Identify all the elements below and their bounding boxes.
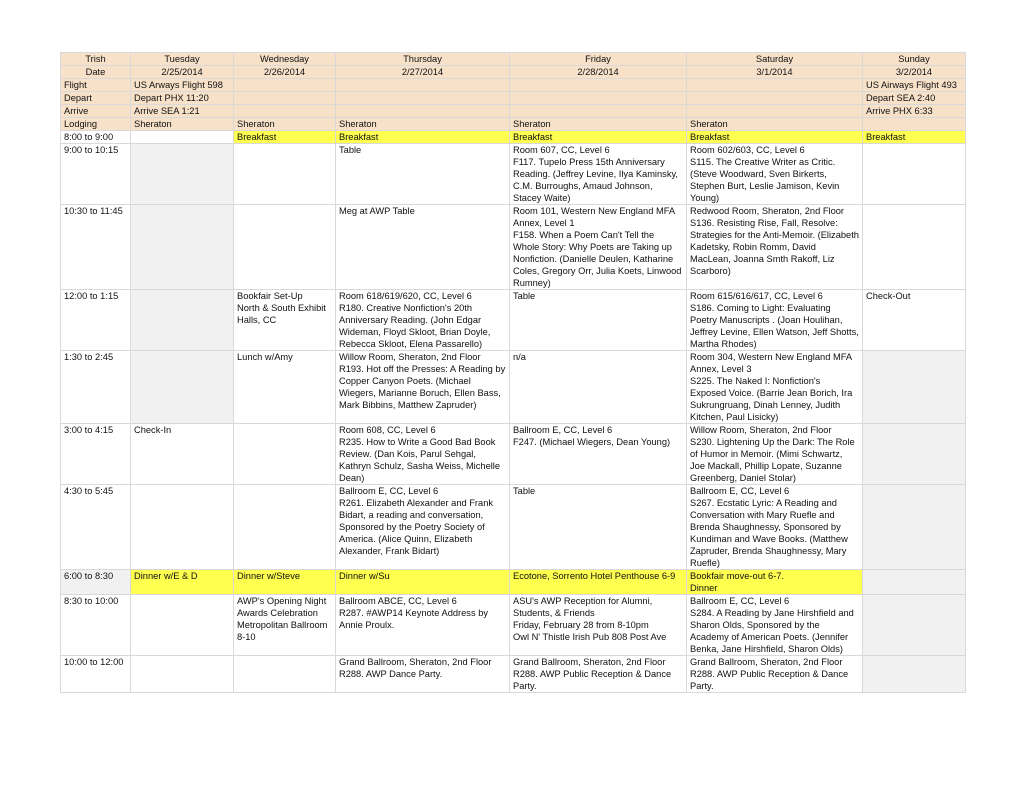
cell-friday[interactable]: Friday xyxy=(510,53,687,66)
cell-friday[interactable]: ASU's AWP Reception for Alumni, Students, & Friends Friday, February 28 from 8-10pm Owl N' Thistle Irish Pub 808 Post Ave xyxy=(510,595,687,656)
row-label[interactable]: Lodging xyxy=(61,118,131,131)
cell-sunday[interactable] xyxy=(863,118,966,131)
cell-sunday[interactable]: Breakfast xyxy=(863,131,966,144)
cell-sunday[interactable] xyxy=(863,205,966,290)
row-label[interactable]: 6:00 to 8:30 xyxy=(61,570,131,595)
cell-sunday[interactable] xyxy=(863,424,966,485)
cell-tuesday[interactable] xyxy=(131,595,234,656)
slot-1030 xyxy=(61,205,966,290)
cell-tuesday[interactable] xyxy=(131,485,234,570)
cell-tuesday[interactable]: Depart PHX 11:20 xyxy=(131,92,234,105)
cell-saturday[interactable]: Willow Room, Sheraton, 2nd Floor S230. Lightening Up the Dark: The Role of Humor in Memoir. (Mimi Schwartz, Joe Mackall, Phillip Lopate, Suzanne Greenberg, Daniel Stolar) xyxy=(687,424,863,485)
date-row xyxy=(61,66,966,79)
cell-friday[interactable]: Ballroom E, CC, Level 6 F247. (Michael Wiegers, Dean Young) xyxy=(510,424,687,485)
cell-sunday[interactable]: Arrive PHX 6:33 xyxy=(863,105,966,118)
cell-sunday[interactable] xyxy=(863,485,966,570)
cell-wednesday[interactable]: Breakfast xyxy=(234,131,336,144)
cell-tuesday[interactable] xyxy=(131,144,234,205)
row-label[interactable]: 8:00 to 9:00 xyxy=(61,131,131,144)
cell-sunday[interactable]: Depart SEA 2:40 xyxy=(863,92,966,105)
cell-thursday[interactable] xyxy=(336,79,510,92)
cell-saturday[interactable] xyxy=(687,79,863,92)
cell-sunday[interactable] xyxy=(863,656,966,693)
arrive-row xyxy=(61,105,966,118)
cell-thursday[interactable] xyxy=(336,92,510,105)
slot-0430 xyxy=(61,485,966,570)
cell-thursday[interactable]: Ballroom ABCE, CC, Level 6 R287. #AWP14 Keynote Address by Annie Proulx. xyxy=(336,595,510,656)
cell-friday[interactable]: 2/28/2014 xyxy=(510,66,687,79)
cell-thursday[interactable]: Meg at AWP Table xyxy=(336,205,510,290)
cell-tuesday[interactable]: Dinner w/E & D xyxy=(131,570,234,595)
cell-wednesday[interactable] xyxy=(234,79,336,92)
conference-schedule-table xyxy=(60,52,966,693)
cell-thursday[interactable]: 2/27/2014 xyxy=(336,66,510,79)
cell-wednesday[interactable] xyxy=(234,144,336,205)
cell-wednesday[interactable]: Wednesday xyxy=(234,53,336,66)
slot-0900 xyxy=(61,144,966,205)
row-label[interactable]: Trish xyxy=(61,53,131,66)
row-label[interactable]: 10:00 to 12:00 xyxy=(61,656,131,693)
cell-thursday[interactable]: Willow Room, Sheraton, 2nd Floor R193. Hot off the Presses: A Reading by Copper Canyon Poets. (Michael Wiegers, Marianne Boruch, Ellen Bass, Mark Bibbins, Matthew Zapruder) xyxy=(336,351,510,424)
cell-thursday[interactable]: Dinner w/Su xyxy=(336,570,510,595)
lodging-row xyxy=(61,118,966,131)
cell-wednesday[interactable] xyxy=(234,92,336,105)
row-label[interactable]: Date xyxy=(61,66,131,79)
cell-friday[interactable]: Table xyxy=(510,485,687,570)
cell-wednesday[interactable] xyxy=(234,205,336,290)
cell-saturday[interactable]: Room 615/616/617, CC, Level 6 S186. Coming to Light: Evaluating Poetry Manuscripts . (Joan Houlihan, Jeffrey Levine, Ellen Watson, Jeff Shotts, Martha Rhodes) xyxy=(687,290,863,351)
cell-sunday[interactable] xyxy=(863,570,966,595)
cell-tuesday[interactable]: Sheraton xyxy=(131,118,234,131)
cell-wednesday[interactable] xyxy=(234,485,336,570)
cell-tuesday[interactable] xyxy=(131,656,234,693)
row-label[interactable]: Depart xyxy=(61,92,131,105)
cell-friday[interactable]: Table xyxy=(510,290,687,351)
cell-friday[interactable] xyxy=(510,79,687,92)
depart-row xyxy=(61,92,966,105)
cell-thursday[interactable]: Thursday xyxy=(336,53,510,66)
cell-tuesday[interactable]: Tuesday xyxy=(131,53,234,66)
row-label[interactable]: 8:30 to 10:00 xyxy=(61,595,131,656)
row-label[interactable]: 12:00 to 1:15 xyxy=(61,290,131,351)
cell-saturday[interactable]: Room 602/603, CC, Level 6 S115. The Creative Writer as Critic. (Steve Woodward, Sven Birkerts, Stephen Burt, Leslie Jamison, Kevin Young) xyxy=(687,144,863,205)
cell-wednesday[interactable]: Dinner w/Steve xyxy=(234,570,336,595)
cell-saturday[interactable]: 3/1/2014 xyxy=(687,66,863,79)
cell-tuesday[interactable] xyxy=(131,290,234,351)
cell-friday[interactable] xyxy=(510,105,687,118)
cell-sunday[interactable] xyxy=(863,351,966,424)
cell-tuesday[interactable] xyxy=(131,131,234,144)
cell-saturday[interactable] xyxy=(687,105,863,118)
cell-wednesday[interactable]: 2/26/2014 xyxy=(234,66,336,79)
cell-wednesday[interactable] xyxy=(234,424,336,485)
cell-thursday[interactable]: Ballroom E, CC, Level 6 R261. Elizabeth Alexander and Frank Bidart, a reading and conversation, Sponsored by the Poetry Society of America. (Alice Quinn, Elizabeth Alexander, Frank Bidart) xyxy=(336,485,510,570)
cell-wednesday[interactable] xyxy=(234,656,336,693)
row-label[interactable]: 9:00 to 10:15 xyxy=(61,144,131,205)
cell-tuesday[interactable]: US Arways Flight 598 xyxy=(131,79,234,92)
cell-tuesday[interactable] xyxy=(131,351,234,424)
cell-friday[interactable]: Ecotone, Sorrento Hotel Penthouse 6-9 xyxy=(510,570,687,595)
schedule-body xyxy=(61,53,966,693)
cell-friday[interactable]: Sheraton xyxy=(510,118,687,131)
cell-sunday[interactable]: 3/2/2014 xyxy=(863,66,966,79)
slot-0130 xyxy=(61,351,966,424)
cell-thursday[interactable] xyxy=(336,105,510,118)
row-label[interactable]: Arrive xyxy=(61,105,131,118)
cell-tuesday[interactable] xyxy=(131,205,234,290)
cell-friday[interactable]: Grand Ballroom, Sheraton, 2nd Floor R288. AWP Public Reception & Dance Party. xyxy=(510,656,687,693)
cell-wednesday[interactable]: Lunch w/Amy xyxy=(234,351,336,424)
cell-thursday[interactable]: Room 618/619/620, CC, Level 6 R180. Creative Nonfiction's 20th Anniversary Reading. (John Edgar Wideman, Floyd Skloot, Brian Doyle, Rebecca Skloot, Elena Passarello) xyxy=(336,290,510,351)
cell-tuesday[interactable]: 2/25/2014 xyxy=(131,66,234,79)
row-label[interactable]: 4:30 to 5:45 xyxy=(61,485,131,570)
cell-tuesday[interactable]: Arrive SEA 1:21 xyxy=(131,105,234,118)
cell-sunday[interactable] xyxy=(863,595,966,656)
cell-wednesday[interactable] xyxy=(234,105,336,118)
cell-saturday[interactable]: Bookfair move-out 6-7. Dinner xyxy=(687,570,863,595)
slot-1200 xyxy=(61,290,966,351)
cell-saturday[interactable]: Redwood Room, Sheraton, 2nd Floor S136. Resisting Rise, Fall, Resolve: Strategies for the Anti-Memoir. (Elizabeth Kadetsky, Robin Romm, David MacLean, Joanna Smth Rakoff, Liz Scarboro) xyxy=(687,205,863,290)
slot-0300 xyxy=(61,424,966,485)
cell-sunday[interactable] xyxy=(863,144,966,205)
row-label[interactable]: 1:30 to 2:45 xyxy=(61,351,131,424)
cell-sunday[interactable]: Sunday xyxy=(863,53,966,66)
slot-1000 xyxy=(61,656,966,693)
cell-saturday[interactable]: Ballroom E, CC, Level 6 S284. A Reading by Jane Hirshfield and Sharon Olds, Sponsored by the Academy of American Poets. (Jennifer Benka, Jane Hirshfield, Sharon Olds) xyxy=(687,595,863,656)
cell-saturday[interactable]: Grand Ballroom, Sheraton, 2nd Floor R288. AWP Public Reception & Dance Party. xyxy=(687,656,863,693)
cell-thursday[interactable]: Sheraton xyxy=(336,118,510,131)
cell-thursday[interactable]: Table xyxy=(336,144,510,205)
slot-0600 xyxy=(61,570,966,595)
cell-friday[interactable]: n/a xyxy=(510,351,687,424)
cell-saturday[interactable] xyxy=(687,92,863,105)
cell-saturday[interactable]: Breakfast xyxy=(687,131,863,144)
cell-saturday[interactable]: Saturday xyxy=(687,53,863,66)
cell-thursday[interactable]: Room 608, CC, Level 6 R235. How to Write a Good Bad Book Review. (Dan Kois, Parul Sehgal, Kathryn Schulz, Sasha Weiss, Michelle Dean) xyxy=(336,424,510,485)
row-label[interactable]: Flight xyxy=(61,79,131,92)
cell-friday[interactable]: Room 607, CC, Level 6 F117. Tupelo Press 15th Anniversary Reading. (Jeffrey Levine, Ilya Kaminsky, C.M. Burroughs, Amaud Johnson, Stacey Waite) xyxy=(510,144,687,205)
cell-tuesday[interactable]: Check-In xyxy=(131,424,234,485)
flight-row xyxy=(61,79,966,92)
row-label[interactable]: 3:00 to 4:15 xyxy=(61,424,131,485)
row-label[interactable]: 10:30 to 11:45 xyxy=(61,205,131,290)
cell-thursday[interactable]: Grand Ballroom, Sheraton, 2nd Floor R288. AWP Dance Party. xyxy=(336,656,510,693)
cell-saturday[interactable]: Sheraton xyxy=(687,118,863,131)
cell-wednesday[interactable]: AWP's Opening Night Awards Celebration Metropolitan Ballroom 8-10 xyxy=(234,595,336,656)
cell-wednesday[interactable]: Bookfair Set-Up North & South Exhibit Halls, CC xyxy=(234,290,336,351)
slot-0830 xyxy=(61,595,966,656)
cell-sunday[interactable]: US Airways Flight 493 xyxy=(863,79,966,92)
names-row xyxy=(61,53,966,66)
cell-friday[interactable] xyxy=(510,92,687,105)
cell-friday[interactable]: Room 101, Western New England MFA Annex, Level 1 F158. When a Poem Can't Tell the Whole Story: Why Poets are Taking up Nonfiction. (Danielle Deulen, Katharine Coles, Gregory Orr, Julia Koets, Linwood Rumney) xyxy=(510,205,687,290)
cell-saturday[interactable]: Ballroom E, CC, Level 6 S267. Ecstatic Lyric: A Reading and Conversation with Mary Ruefle and Brenda Shaughnessy, Sponsored by Kundiman and Wave Books. (Matthew Zapruder, Brenda Shaughnessy, Mary Ruefle) xyxy=(687,485,863,570)
cell-thursday[interactable]: Breakfast xyxy=(336,131,510,144)
cell-wednesday[interactable]: Sheraton xyxy=(234,118,336,131)
slot-0800 xyxy=(61,131,966,144)
cell-sunday[interactable]: Check-Out xyxy=(863,290,966,351)
cell-friday[interactable]: Breakfast xyxy=(510,131,687,144)
cell-saturday[interactable]: Room 304, Western New England MFA Annex, Level 3 S225. The Naked I: Nonfiction's Exposed Voice. (Barrie Jean Borich, Ira Sukrungruang, Dinah Lenney, Judith Kitchen, Paul Lisicky) xyxy=(687,351,863,424)
